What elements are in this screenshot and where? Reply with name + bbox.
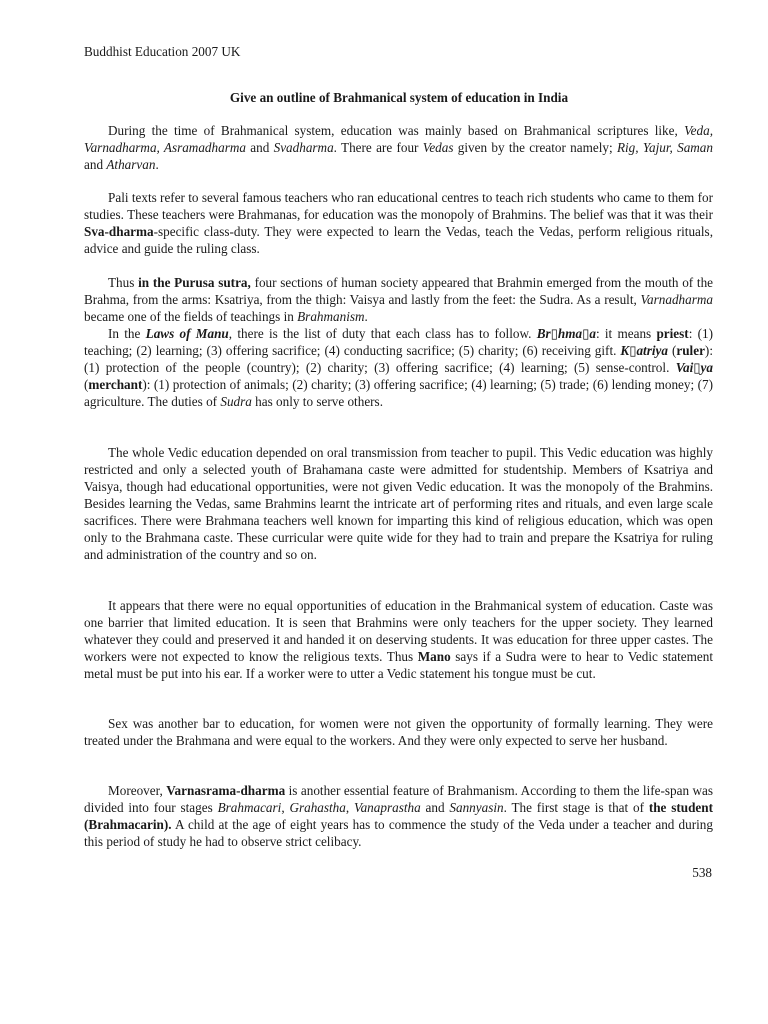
p3-italic-brahmanism: Brahmanism bbox=[297, 309, 365, 324]
p1-text: During the time of Brahmanical system, education was mainly based on Brahmanical scriptures like, bbox=[108, 123, 685, 138]
p4-bold-priest: priest bbox=[656, 326, 689, 341]
p1-italic-atharvan: Atharvan bbox=[106, 157, 156, 172]
p4-ksatriya: K▯atriya bbox=[620, 343, 668, 358]
p1-text: . bbox=[155, 157, 159, 172]
paragraph-3 bbox=[84, 274, 713, 325]
p4-text: : it means bbox=[595, 326, 657, 341]
p4-vaisya: Vai▯ya bbox=[675, 360, 713, 375]
p4-text: has only to serve others. bbox=[251, 394, 383, 409]
paragraph-5: The whole Vedic education depended on oral transmission from teacher to pupil. This Vedic education was highly restricted and only a selected youth of Brahamana caste were admitted for studentship. Members of Ksatriya and Vaisya, though had educational opportunities, were not given Vedic education. It was the monopoly of the Brahmins. Besides learning the Vedas, same Brahmins learnt the intricate art of performing rites and rituals, and even large scale sacrifices. There were Brahmana teachers well known for imparting this kind of religious education, which was open only to the Brahmana caste. These curricular were quite wide for they had to train and prepare the Ksatriya for ruling and administration of the country and so on. bbox=[84, 445, 713, 562]
p4-bold-ruler: ruler bbox=[676, 343, 705, 358]
page-number: 538 bbox=[692, 865, 712, 880]
p8-text: , bbox=[345, 800, 354, 815]
p6-text: It appears that there were no equal opportunities of education in the Brahmanical system of education. Caste was one barrier that limited education. It is seen that Brahmins were only teachers for the upper society. They learned whatever they could and preserved it and handed it on deserving students. It was education for three upper castes. The workers were not expected to know the religious texts. Thus bbox=[84, 598, 713, 664]
p8-italic-vanaprastha: Vanaprastha bbox=[354, 800, 421, 815]
document-title: Give an outline of Brahmanical system of education in India bbox=[229, 90, 569, 105]
p4-text: : (1) teaching; (2) learning; (3) offering sacrifice; (4) conducting sacrifice; (5) charity; (6) receiving gift. bbox=[84, 326, 714, 358]
p4-laws-of-manu: Laws of Manu bbox=[145, 326, 229, 341]
p2-bold-sva-dharma: Sva-dharma bbox=[84, 224, 154, 239]
p4-text: , there is the list of duty that each class has to follow. bbox=[228, 326, 537, 341]
p8-text: A child at the age of eight years has to commence the study of the Veda under a teacher and during this period of study he had to observe strict celibacy. bbox=[84, 817, 713, 849]
p8-text: , bbox=[281, 800, 290, 815]
p4-italic-sudra: Sudra bbox=[220, 394, 252, 409]
p8-text: . The first stage is that of bbox=[503, 800, 649, 815]
p8-bold-student: the student (Brahmacarin). bbox=[84, 800, 713, 832]
paragraph-4 bbox=[84, 325, 713, 410]
paragraph-8 bbox=[84, 782, 713, 850]
p4-bold-merchant: merchant bbox=[88, 377, 143, 392]
p6-text: says if a Sudra were to hear to Vedic statement metal must be put into his ear. If a worker were to utter a Vedic statement his tongue must be cut. bbox=[84, 649, 713, 681]
p8-italic-sannyasin: Sannyasin bbox=[449, 800, 504, 815]
p8-text: and bbox=[420, 800, 450, 815]
p6-bold-mano: Mano bbox=[417, 649, 451, 664]
paragraph-1 bbox=[84, 122, 713, 173]
p4-text: In the bbox=[108, 326, 146, 341]
p4-brahmana: Br▯hma▯a bbox=[536, 326, 596, 341]
p4-text: ): (1) protection of animals; (2) charity; (3) offering sacrifice; (4) learning; (5) trade; (6) lending money; (7) agriculture. The duties of bbox=[84, 377, 713, 409]
p3-text: . bbox=[364, 309, 368, 324]
p8-bold-varnasrama: Varnasrama-dharma bbox=[166, 783, 286, 798]
p1-italic-scriptures: Veda, Varnadharma, Asramadharma bbox=[84, 123, 713, 155]
p4-text: ( bbox=[84, 377, 89, 392]
p1-text: given by the creator namely; bbox=[453, 140, 617, 155]
p4-text: ): (1) protection of the people (country); (2) charity; (3) offering sacrifice; (4) learning; (5) sense-control. bbox=[84, 343, 713, 375]
p1-text: and bbox=[245, 140, 274, 155]
p3-text: four sections of human society appeared that Brahmin emerged from the mouth of the Brahma, from the arms: Ksatriya, from the thigh: Vaisya and lastly from the feet: the Sudra. As a result, bbox=[84, 275, 714, 307]
paragraph-2 bbox=[84, 189, 713, 257]
p2-text: -specific class-duty. They were expected to learn the Vedas, teach the Vedas, perform religious rituals, advice and guide the ruling class. bbox=[84, 224, 713, 256]
p3-bold-purusa-sutra: in the Purusa sutra, bbox=[138, 275, 251, 290]
p1-text: . There are four bbox=[333, 140, 423, 155]
p3-text: became one of the fields of teachings in bbox=[84, 309, 298, 324]
p1-italic-veda-names: Rig, Yajur, Saman bbox=[616, 140, 713, 155]
p8-text: is another essential feature of Brahmanism. According to them the life-span was divided into four stages bbox=[84, 783, 714, 815]
p3-italic-varnadharma: Varnadharma bbox=[640, 292, 713, 307]
p3-text: Thus bbox=[108, 275, 139, 290]
p2-text: Pali texts refer to several famous teachers who ran educational centres to teach rich students who came to them for studies. These teachers were Brahmanas, for education was the monopoly of Brahmins. The belief was that it was their bbox=[84, 190, 713, 222]
running-header: Buddhist Education 2007 UK bbox=[84, 44, 241, 59]
p8-italic-brahmacari: Brahmacari bbox=[217, 800, 282, 815]
p4-text: ( bbox=[667, 343, 677, 358]
paragraph-6 bbox=[84, 597, 713, 682]
p1-italic-vedas: Vedas bbox=[422, 140, 454, 155]
paragraph-7: Sex was another bar to education, for women were not given the opportunity of formally learning. They were treated under the Brahmana and were equal to the workers. And they were only expected to serve her husband. bbox=[84, 716, 713, 748]
p1-italic-svadharma: Svadharma bbox=[273, 140, 334, 155]
p8-text: Moreover, bbox=[108, 783, 167, 798]
p1-text: and bbox=[84, 157, 107, 172]
p8-italic-grahastha: Grahastha bbox=[289, 800, 346, 815]
